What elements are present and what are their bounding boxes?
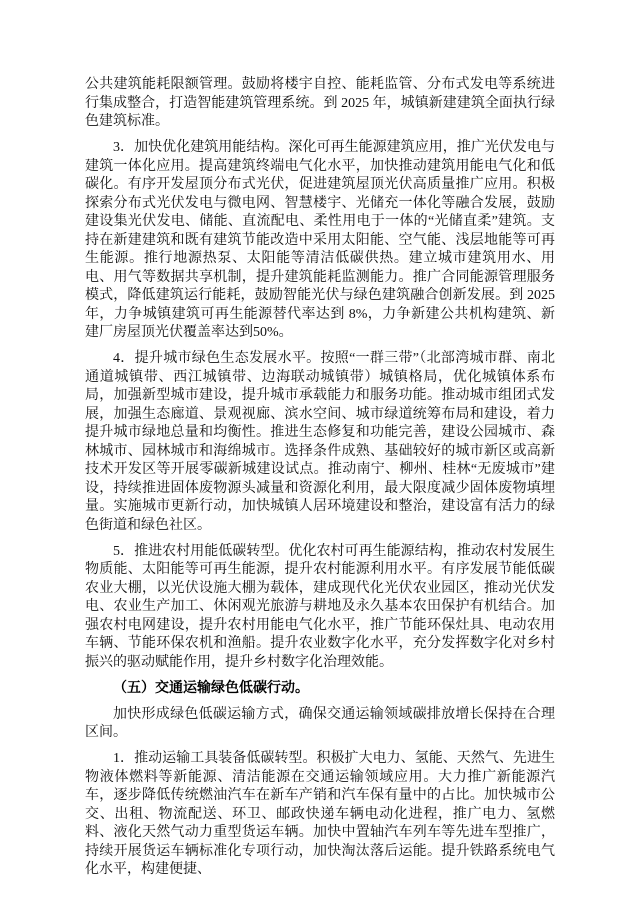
- section-heading-transport-green-low-carbon: （五）交通运输绿色低碳行动。: [113, 680, 309, 696]
- paragraph-item1-transport-equipment-transition: 1．推动运输工具装备低碳转型。积极扩大电力、氢能、天然气、先进生物液体燃料等新能源、清洁能源在交通运输领域应用。大力推广新能源汽车，逐步降低传统燃油汽车在新车产销和汽车保有量中的占比。加快城市公交、出租、物流配送、环卫、邮政快递车辆电动化进程，推广电力、氢燃料、液化天然气动力重型货运车辆。加快中置轴汽车列车等先进车型推广，持续开展货运车辆标准化专项行动，加快淘汰落后运能。提升铁路系统电气化水平，构建便捷、: [85, 751, 555, 877]
- document-body: [85, 76, 555, 887]
- paragraph-item3-building-energy-structure: 3．加快优化建筑用能结构。深化可再生能源建筑应用，推广光伏发电与建筑一体化应用。提高建筑终端电气化水平，加快推动建筑用能电气化和低碳化。有序开发屋顶分布式光伏，促进建筑屋顶光伏高质量推广应用。积极探索分布式光伏发电与微电网、智慧楼宇、光储充一体化等融合发展，鼓励建设集光伏发电、储能、直流配电、柔性用电于一体的“光储直柔”建筑。支持在新建建筑和既有建筑节能改造中采用太阳能、空气能、浅层地能等可再生能源。推行地源热泵、太阳能等清洁低碳供热。建立城市建筑用水、用电、用气等数据共享机制，提升建筑能耗监测能力。推广合同能源管理服务模式，降低建筑运行能耗，鼓励智能光伏与绿色建筑融合创新发展。到 2025 年，力争城镇建筑可再生能源替代率达到 8%，力争新建公共机构建筑、新建厂房屋顶光伏覆盖率达到50%。: [85, 140, 555, 340]
- paragraph-public-building-energy-cap: 公共建筑能耗限额管理。鼓励将楼宇自控、能耗监管、分布式发电等系统进行集成整合，打造智能建筑管理系统。到 2025 年，城镇新建建筑全面执行绿色建筑标准。: [85, 77, 555, 129]
- paragraph-item5-rural-energy-transition: 5．推进农村用能低碳转型。优化农村可再生能源结构，推动农村发展生物质能、太阳能等可再生能源，提升农村能源利用水平。有序发展节能低碳农业大棚，以光伏设施大棚为载体，建成现代化光伏农业园区，推动光伏发电、农业生产加工、休闲观光旅游与耕地及永久基本农田保护有机结合。加强农村电网建设，提升农村用能电气化水平，推广节能环保灶具、电动农用车辆、节能环保农机和渔船。提升农业数字化水平，充分发挥数字化对乡村振兴的驱动赋能作用，提升乡村数字化治理效能。: [85, 543, 555, 670]
- paragraph-item4-urban-green-ecology: 4．提升城市绿色生态发展水平。按照“一群三带”（北部湾城市群、南北通道城镇带、西江城镇带、边海联动城镇带）城镇格局，优化城镇体系布局，加强新型城市建设，提升城市承载能力和服务功能。推动城市组团式发展，加强生态廊道、景观视廊、滨水空间、城市绿道统筹布局和建设，着力提升城市绿地总量和均衡性。推进生态修复和功能完善，建设公园城市、森林城市、园林城市和海绵城市。选择条件成熟、基础较好的城市新区或高新技术开发区等开展零碳新城建设试点。推动南宁、柳州、桂林“无废城市”建设，持续推进固体废物源头减量和资源化利用，最大限度减少固体废物填埋量。实施城市更新行动，加快城镇人居环境建设和整治，建设富有活力的绿色街道和绿色社区。: [85, 351, 555, 533]
- paragraph-transport-intro: 加快形成绿色低碳运输方式，确保交通运输领域碳排放增长保持在合理区间。: [85, 706, 555, 740]
